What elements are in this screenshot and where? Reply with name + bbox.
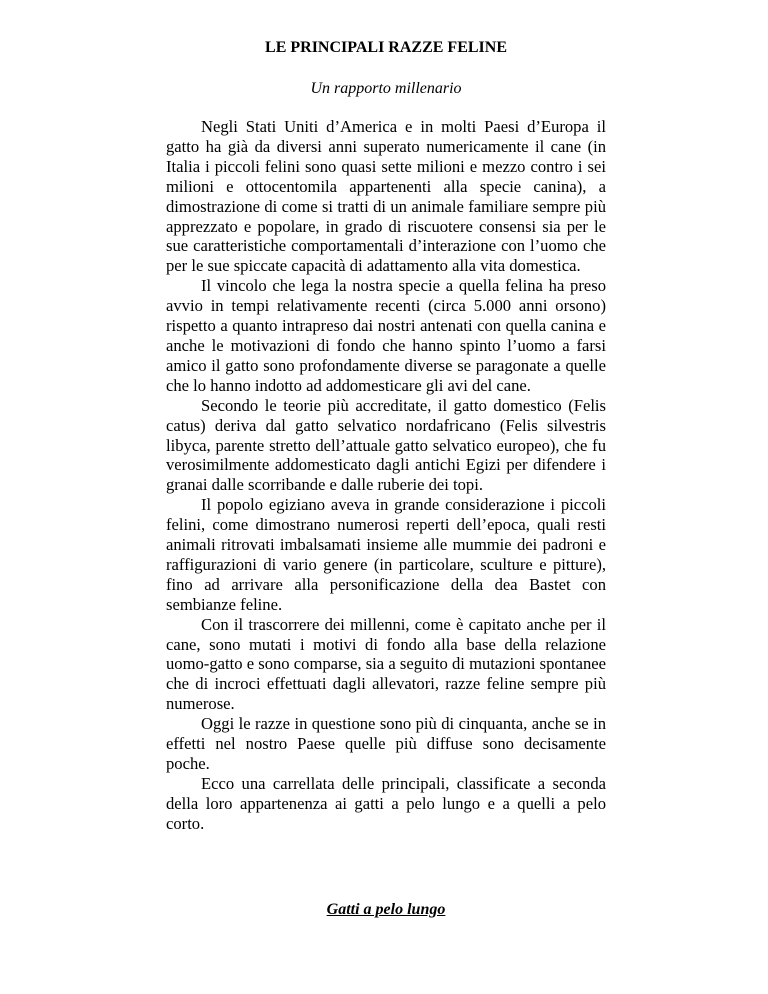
paragraph: Oggi le razze in questione sono più di cinquanta, anche se in effetti nel nostro Paese quelle più diffuse sono decisamente poche. bbox=[166, 714, 606, 773]
paragraph: Con il trascorrere dei millenni, come è capitato anche per il cane, sono mutati i motivi di fondo alla base della relazione uomo-gatto e sono comparse, sia a seguito di mutazioni spontanee che di incroci effettuati dagli allevatori, razze feline sempre più numerose. bbox=[166, 614, 606, 714]
paragraph: Il popolo egiziano aveva in grande considerazione i piccoli felini, come dimostrano numerosi reperti dell’epoca, quali resti animali ritrovati imbalsamati insieme alle mummie dei padroni e raffigurazioni di vario genere (in particolare, sculture e pitture), fino ad arrivare alla personificazione della dea Bastet con sembianze feline. bbox=[166, 495, 606, 614]
section-heading: Gatti a pelo lungo bbox=[326, 901, 446, 918]
body-text bbox=[166, 117, 606, 834]
document-title: LE PRINCIPALI RAZZE FELINE bbox=[265, 39, 507, 56]
paragraph: Il vincolo che lega la nostra specie a quella felina ha preso avvio in tempi relativamente recenti (circa 5.000 anni orsono) rispetto a quanto intrapreso dai nostri antenati con quella canina e anche le motivazioni di fondo che hanno spinto l’uomo a farsi amico il gatto sono profondamente diverse se paragonate a quelle che lo hanno indotto ad addomesticare gli avi del cane. bbox=[166, 276, 606, 395]
document-subtitle: Un rapporto millenario bbox=[310, 80, 462, 97]
paragraph: Secondo le teorie più accreditate, il gatto domestico (Felis catus) deriva dal gatto selvatico nordafricano (Felis silvestris libyca, parente stretto dell’attuale gatto selvatico europeo), che fu verosimilmente addomesticato dagli antichi Egizi per difendere i granai dalle scorribande e dalle ruberie dei topi. bbox=[166, 395, 606, 495]
paragraph: Negli Stati Uniti d’America e in molti Paesi d’Europa il gatto ha già da diversi anni superato numericamente il cane (in Italia i piccoli felini sono quasi sette milioni e mezzo contro i sei milioni e ottocentomila appartenenti alla specie canina), a dimostrazione di come si tratti di un animale familiare sempre più apprezzato e popolare, in grado di riscuotere consensi sia per le sue caratteristiche comportamentali d’interazione con l’uomo che per le sue spiccate capacità di adattamento alla vita domestica. bbox=[166, 117, 606, 276]
paragraph: Ecco una carrellata delle principali, classificate a seconda della loro appartenenza ai gatti a pelo lungo e a quelli a pelo corto. bbox=[166, 773, 606, 833]
